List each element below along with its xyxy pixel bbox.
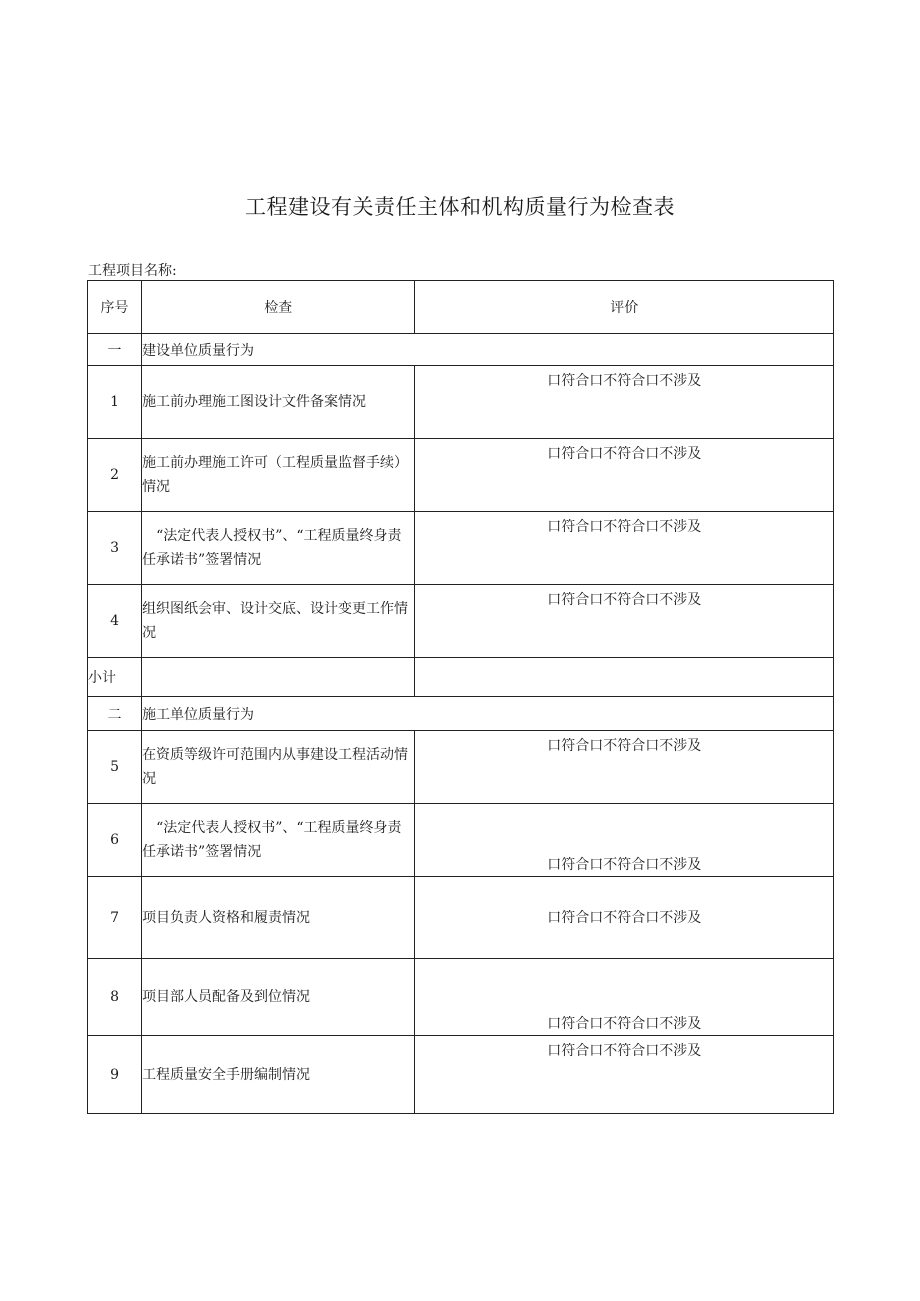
subtotal-evaluation-cell[interactable]: [415, 658, 834, 697]
table-header-row: [88, 281, 834, 334]
project-name-label: 工程项目名称:: [88, 263, 177, 279]
row-evaluation: [415, 731, 834, 804]
header-evaluation: 评价: [415, 281, 834, 334]
row-evaluation: [415, 439, 834, 512]
header-no: 序号: [88, 281, 142, 334]
section-no: 二: [88, 697, 142, 731]
row-no: 9: [88, 1036, 142, 1114]
table-row: [88, 1036, 834, 1114]
row-evaluation: [415, 877, 834, 959]
row-no: 6: [88, 804, 142, 877]
section-label: 施工单位质量行为: [142, 697, 834, 731]
subtotal-row: [88, 658, 834, 697]
table-row: [88, 731, 834, 804]
section-label: 建设单位质量行为: [142, 334, 834, 366]
row-item: 在资质等级许可范围内从事建设工程活动情况: [142, 731, 415, 804]
subtotal-check-cell[interactable]: [142, 658, 415, 697]
row-item: 施工前办理施工图设计文件备案情况: [142, 366, 415, 439]
table-row: [88, 585, 834, 658]
row-no: 2: [88, 439, 142, 512]
row-no: 4: [88, 585, 142, 658]
row-item: 施工前办理施工许可（工程质量监督手续）情况: [142, 439, 415, 512]
row-item: “法定代表人授权书”、“工程质量终身责任承诺书”签署情况: [142, 512, 415, 585]
evaluation-options[interactable]: 口符合口不符合口不涉及: [547, 373, 702, 389]
table-row: [88, 959, 834, 1036]
row-item: 组织图纸会审、设计交底、设计变更工作情况: [142, 585, 415, 658]
header-check: 检查: [142, 281, 415, 334]
table-row: [88, 512, 834, 585]
table-row: [88, 804, 834, 877]
row-no: 3: [88, 512, 142, 585]
row-item: 项目负责人资格和履责情况: [142, 877, 415, 959]
row-item: 项目部人员配备及到位情况: [142, 959, 415, 1036]
evaluation-options[interactable]: 口符合口不符合口不涉及: [547, 909, 702, 926]
row-no: 1: [88, 366, 142, 439]
evaluation-options[interactable]: 口符合口不符合口不涉及: [547, 738, 702, 754]
evaluation-options[interactable]: 口符合口不符合口不涉及: [547, 446, 702, 462]
evaluation-options[interactable]: 口符合口不符合口不涉及: [547, 1016, 702, 1032]
table-row: [88, 439, 834, 512]
row-item: 工程质量安全手册编制情况: [142, 1036, 415, 1114]
row-no: 7: [88, 877, 142, 959]
table-row: [88, 366, 834, 439]
section-row: [88, 697, 834, 731]
row-item: “法定代表人授权书”、“工程质量终身责任承诺书”签署情况: [142, 804, 415, 877]
table-row: [88, 877, 834, 959]
document-title: 工程建设有关责任主体和机构质量行为检查表: [245, 195, 675, 219]
evaluation-options[interactable]: 口符合口不符合口不涉及: [547, 592, 702, 608]
row-evaluation: [415, 959, 834, 1036]
row-no: 8: [88, 959, 142, 1036]
inspection-table: [87, 280, 834, 1114]
evaluation-options[interactable]: 口符合口不符合口不涉及: [547, 1043, 702, 1059]
row-evaluation: [415, 804, 834, 877]
section-row: [88, 334, 834, 366]
row-evaluation: [415, 1036, 834, 1114]
section-no: 一: [88, 334, 142, 366]
row-evaluation: [415, 512, 834, 585]
row-no: 5: [88, 731, 142, 804]
row-evaluation: [415, 585, 834, 658]
evaluation-options[interactable]: 口符合口不符合口不涉及: [547, 519, 702, 535]
row-evaluation: [415, 366, 834, 439]
evaluation-options[interactable]: 口符合口不符合口不涉及: [547, 857, 702, 873]
subtotal-label: 小计: [88, 658, 142, 697]
